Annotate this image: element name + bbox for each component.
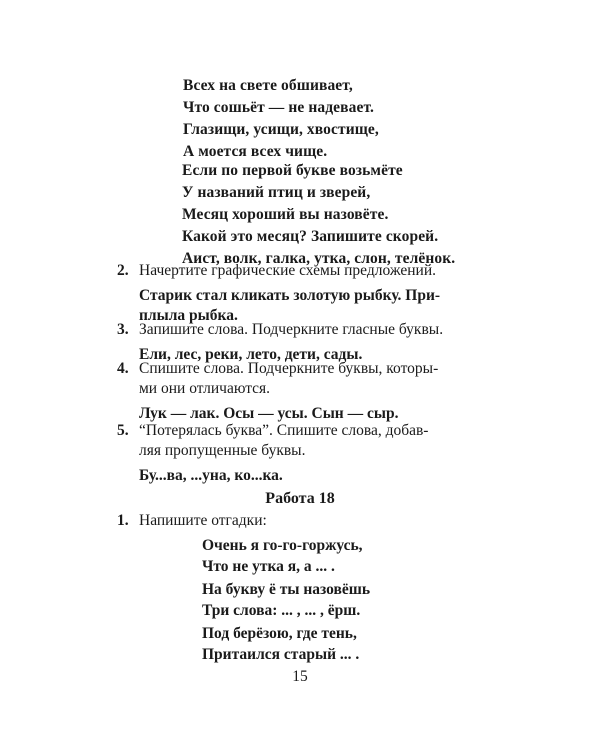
riddle-yo-words [202,579,370,621]
exercise-example [139,466,487,486]
instruction-line: Запишите слова. Подчеркните гласные буквы. [139,321,444,338]
poem-line: Что сошьёт — не надевает. [183,99,374,116]
poem-line: Какой это месяц? Запишите скорей. [182,228,439,245]
exercise-1 [117,511,487,531]
exercise-2 [117,261,487,326]
poem-line: А моется всех чище. [183,143,328,160]
instruction-line: “Потерялась буква”. Спишите слова, добав- [139,422,429,439]
exercise-number: 4. [117,360,129,377]
instruction-line: Спишите слова. Подчеркните буквы, которы- [139,360,439,377]
instruction-line: ляя пропущенные буквы. [139,442,306,459]
riddle-poem-month [182,160,455,270]
exercise-instruction [139,359,487,399]
exercise-instruction [139,261,487,281]
poem-line: Глазищи, усищи, хвостище, [183,121,379,138]
poem-line: Месяц хороший вы назовёте. [182,206,389,223]
riddle-goose [202,535,363,577]
poem-line: Аист, волк, галка, утка, слон, телёнок. [182,250,456,267]
riddle-line: Под берёзою, где тень, [202,625,357,642]
page-number: 15 [292,668,308,685]
riddle-line: Притаился старый ... . [202,646,360,663]
instruction-line: Начертите графические схемы предложений. [139,262,436,279]
riddle-poem-cat [183,75,379,163]
exercise-instruction [139,421,487,461]
exercise-number: 1. [117,512,129,529]
exercise-4 [117,359,487,424]
instruction-line: ми они отличаются. [139,380,271,397]
exercise-number: 2. [117,262,129,279]
example-line: Лук — лак. Осы — усы. Сын — сыр. [139,405,399,422]
example-line: Бу...ва, ...уна, ко...ка. [139,467,283,484]
instruction-line: Напишите отгадки: [139,512,267,529]
riddle-line: Что не утка я, а ... . [202,558,335,575]
exercise-5 [117,421,487,486]
poem-line: Если по первой букве возьмёте [182,162,403,179]
riddle-line: Три слова: ... , ... , ёрш. [202,602,361,619]
riddle-line: На букву ё ты назовёшь [202,581,371,598]
poem-line: У названий птиц и зверей, [182,184,371,201]
example-line: Ели, лес, реки, лето, дети, сады. [139,346,363,363]
section-title: Работа 18 [265,490,335,507]
poem-line: Всех на свете обшивает, [183,77,353,94]
exercise-number: 5. [117,422,129,439]
riddle-line: Очень я го-го-горжусь, [202,537,363,554]
exercise-number: 3. [117,321,129,338]
example-line: плыла рыбка. [139,307,238,324]
example-line: Старик стал кликать золотую рыбку. При- [139,287,441,304]
exercise-instruction [139,511,487,531]
exercise-instruction [139,320,487,340]
riddle-mushroom [202,623,359,665]
